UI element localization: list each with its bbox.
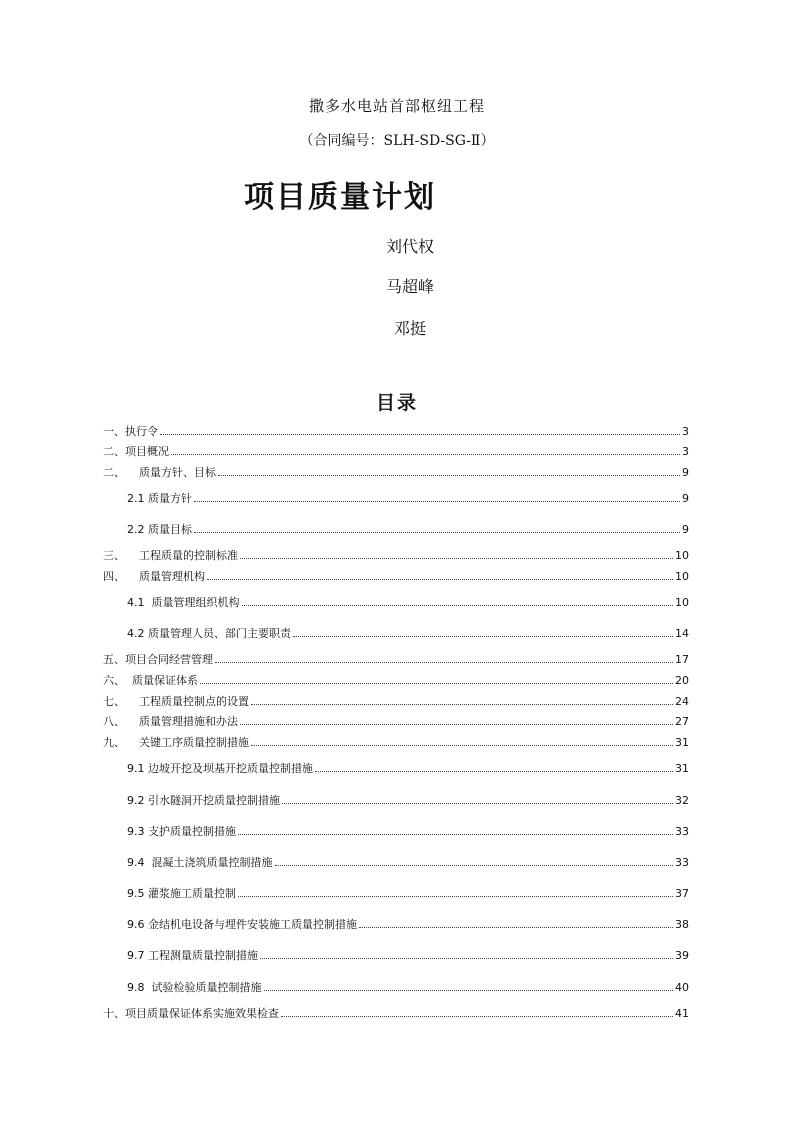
toc-page: 37 <box>675 887 689 900</box>
toc-leader <box>242 595 674 606</box>
toc-label: 八、 质量管理措施和办法 <box>103 715 238 728</box>
toc-leader <box>240 548 673 559</box>
toc-leader <box>171 444 680 455</box>
toc-page: 32 <box>675 794 689 807</box>
toc-page: 17 <box>675 653 689 666</box>
toc-leader <box>194 491 680 502</box>
toc-leader <box>194 522 680 533</box>
toc-label: 9.1 边坡开挖及坝基开挖质量控制措施 <box>127 762 313 775</box>
toc-page: 24 <box>675 695 689 708</box>
toc-page: 33 <box>675 856 689 869</box>
toc-item[interactable] <box>103 444 689 459</box>
toc-item[interactable] <box>103 424 689 439</box>
toc-leader <box>251 735 673 746</box>
toc-label: 三、 工程质量的控制标准 <box>103 549 238 562</box>
toc-page: 41 <box>675 1007 689 1020</box>
document-title: 项目质量计划 <box>244 180 436 215</box>
toc-item[interactable] <box>127 522 689 537</box>
toc-label: 2.2 质量目标 <box>127 523 192 536</box>
toc-page: 38 <box>675 918 689 931</box>
toc-label: 二、 质量方针、目标 <box>103 466 216 479</box>
toc-label: 七、 工程质量控制点的设置 <box>103 695 249 708</box>
toc-item[interactable] <box>103 1006 689 1021</box>
toc-leader <box>282 793 673 804</box>
author-1: 刘代权 <box>385 237 434 256</box>
toc-page: 9 <box>682 466 689 479</box>
toc-item[interactable] <box>127 917 689 932</box>
toc-label: 二、项目概况 <box>103 445 169 458</box>
toc-label: 9.7 工程测量质量控制措施 <box>127 949 258 962</box>
toc-item[interactable] <box>103 694 689 709</box>
toc-label: 一、执行令 <box>103 425 158 438</box>
toc-item[interactable] <box>103 652 689 667</box>
author-3: 邓挺 <box>393 319 426 338</box>
toc-leader <box>315 761 673 772</box>
toc-item[interactable] <box>103 548 689 563</box>
toc-item[interactable] <box>127 980 689 995</box>
toc-item[interactable] <box>127 948 689 963</box>
toc-leader <box>359 917 673 928</box>
toc-item[interactable] <box>103 465 689 480</box>
toc-leader <box>238 886 673 897</box>
toc-label: 五、项目合同经营管理 <box>103 653 213 666</box>
toc-leader <box>215 652 673 663</box>
toc-page: 20 <box>675 674 689 687</box>
toc-item[interactable] <box>127 824 689 839</box>
toc-item[interactable] <box>127 761 689 776</box>
toc-label: 9.3 支护质量控制措施 <box>127 825 236 838</box>
toc-label: 9.5 灌浆施工质量控制 <box>127 887 236 900</box>
toc-label: 九、 关键工序质量控制措施 <box>103 736 249 749</box>
toc-page: 40 <box>675 981 689 994</box>
toc-label: 2.1 质量方针 <box>127 492 192 505</box>
toc-item[interactable] <box>127 595 689 610</box>
toc-page: 10 <box>675 570 689 583</box>
toc-page: 31 <box>675 762 689 775</box>
toc-item[interactable] <box>103 569 689 584</box>
toc-item[interactable] <box>127 793 689 808</box>
toc-page: 33 <box>675 825 689 838</box>
toc-page: 39 <box>675 949 689 962</box>
toc-label: 六、 质量保证体系 <box>103 674 198 687</box>
toc-item[interactable] <box>127 886 689 901</box>
toc-page: 10 <box>675 596 689 609</box>
toc-label: 四、 质量管理机构 <box>103 570 205 583</box>
toc-leader <box>200 673 673 684</box>
toc-leader <box>260 948 673 959</box>
toc-item[interactable] <box>127 855 689 870</box>
toc-leader <box>238 824 673 835</box>
toc-page: 10 <box>675 549 689 562</box>
toc-page: 3 <box>682 445 689 458</box>
toc-leader <box>251 694 673 705</box>
author-2: 马超峰 <box>385 277 434 296</box>
toc-leader <box>240 714 673 725</box>
toc-title: 目录 <box>375 392 418 414</box>
project-name: 撒多水电站首部枢纽工程 <box>308 97 485 115</box>
toc-item[interactable] <box>127 626 689 641</box>
toc-label: 9.6 金结机电设备与埋件安装施工质量控制措施 <box>127 918 357 931</box>
toc-page: 14 <box>675 627 689 640</box>
toc-label: 9.8 试验检验质量控制措施 <box>127 981 262 994</box>
toc-leader <box>281 1006 673 1017</box>
toc-leader <box>160 424 680 435</box>
toc-leader <box>264 980 674 991</box>
toc-item[interactable] <box>103 735 689 750</box>
toc-item[interactable] <box>103 673 689 688</box>
toc-item[interactable] <box>103 714 689 729</box>
toc-label: 4.1 质量管理组织机构 <box>127 596 240 609</box>
toc-label: 9.4 混凝土浇筑质量控制措施 <box>127 856 273 869</box>
toc-label: 十、项目质量保证体系实施效果检查 <box>103 1007 279 1020</box>
toc-label: 9.2 引水隧洞开挖质量控制措施 <box>127 794 280 807</box>
toc-leader <box>207 569 673 580</box>
toc-leader <box>275 855 674 866</box>
toc-label: 4.2 质量管理人员、部门主要职责 <box>127 627 291 640</box>
toc-page: 31 <box>675 736 689 749</box>
contract-number: （合同编号：SLH-SD-SG-Ⅱ） <box>299 133 495 149</box>
toc-page: 9 <box>682 492 689 505</box>
toc-page: 9 <box>682 523 689 536</box>
toc-page: 3 <box>682 425 689 438</box>
toc-leader <box>293 626 673 637</box>
toc-leader <box>218 465 680 476</box>
toc-item[interactable] <box>127 491 689 506</box>
toc-page: 27 <box>675 715 689 728</box>
